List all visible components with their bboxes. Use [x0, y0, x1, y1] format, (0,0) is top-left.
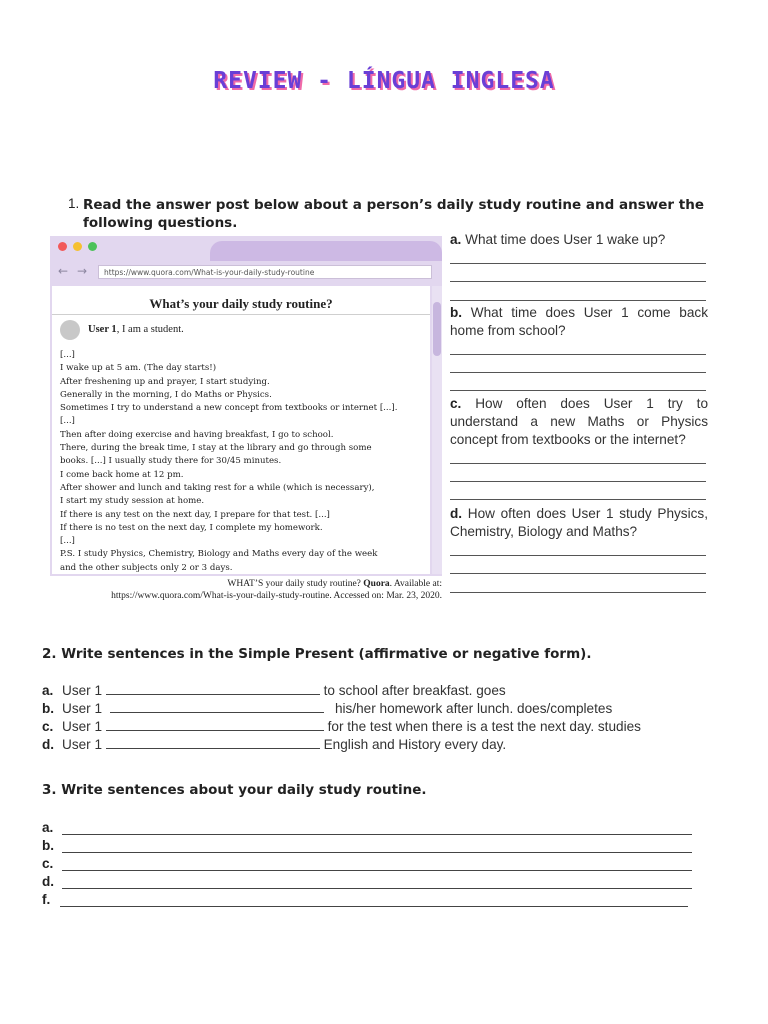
exercise-row: c. User 1 for the test when there is a test the next day. studies [42, 719, 641, 734]
browser-tab [210, 241, 442, 261]
answer-line[interactable] [62, 888, 692, 889]
answer-letter: d. [42, 874, 55, 889]
url-bar: https://www.quora.com/What-is-your-daily-study-routine [98, 265, 432, 279]
post-line: [...] [60, 416, 75, 427]
forward-arrow-icon: → [77, 264, 88, 278]
answer-line[interactable] [450, 300, 706, 301]
section-3-heading: 3. Write sentences about your daily study routine. [42, 782, 427, 798]
fill-blank[interactable] [106, 736, 320, 749]
answer-line[interactable] [60, 906, 688, 907]
section-2-heading: 2. Write sentences in the Simple Present (affirmative or negative form). [42, 646, 592, 662]
answer-line[interactable] [62, 834, 692, 835]
answer-line[interactable] [450, 499, 706, 500]
answer-line[interactable] [450, 481, 706, 482]
post-line: and the other subjects only 2 or 3 days. [60, 562, 233, 573]
post-line: I wake up at 5 am. (The day starts!) [60, 363, 217, 374]
answer-line[interactable] [450, 354, 706, 355]
answer-line[interactable] [62, 870, 692, 871]
post-line: [...] [60, 536, 75, 547]
post-divider [52, 314, 430, 315]
caption-url: https://www.quora.com/What-is-your-daily-study-routine. Accessed on: Mar. 23, 2020. [111, 591, 442, 601]
question-d: d. How often does User 1 study Physics, Chemistry, Biology and Maths? [450, 506, 708, 539]
back-arrow-icon: ← [58, 264, 69, 278]
post-line: I start my study session at home. [60, 496, 205, 507]
post-body [60, 349, 430, 575]
answer-letter: b. [42, 838, 55, 853]
maximize-dot-icon [88, 242, 97, 251]
fill-blank[interactable] [110, 700, 324, 713]
question-b: b. What time does User 1 come back home from school? [450, 305, 708, 338]
post-line: If there is any test on the next day, I prepare for that test. [...] [60, 509, 330, 520]
post-line: After freshening up and prayer, I start studying. [60, 376, 270, 387]
post-line: Then after doing exercise and having breakfast, I go to school. [60, 429, 334, 440]
answer-line[interactable] [450, 463, 706, 464]
post-line: [...] [60, 350, 75, 360]
question-1-number: 1. [68, 196, 80, 211]
answer-letter: c. [42, 856, 54, 871]
avatar [60, 320, 80, 340]
post-line: P.S. I study Physics, Chemistry, Biology and Maths every day of the week [60, 549, 378, 560]
page-title: REVIEW - LÍNGUA INGLESA [213, 68, 555, 94]
post-line: Sometimes I try to understand a new concept from textbooks or internet [...]. [60, 403, 398, 414]
answer-line[interactable] [450, 372, 706, 373]
author-description: , I am a student. [116, 324, 184, 335]
post-author [88, 324, 184, 335]
answer-line[interactable] [450, 281, 706, 282]
author-name: User 1 [88, 324, 117, 335]
caption-text: WHAT’S your daily study routine? [227, 579, 364, 589]
image-caption [50, 578, 442, 602]
answer-letter: a. [42, 820, 54, 835]
answer-line[interactable] [450, 592, 706, 593]
question-1-text: Read the answer post below about a person’s daily study routine and answer the following questions. [83, 197, 704, 231]
post-line: I come back home at 12 pm. [60, 469, 184, 480]
minimize-dot-icon [73, 242, 82, 251]
answer-line[interactable] [450, 573, 706, 574]
post-line: There, during the break time, I stay at the library and go through some [60, 443, 372, 454]
caption-available: . Available at: [389, 579, 442, 589]
post-line: books. [...] I usually study there for 30/45 minutes. [60, 456, 282, 467]
answer-line[interactable] [450, 263, 706, 264]
fill-blank[interactable] [106, 718, 324, 731]
post-line: After shower and lunch and taking rest for a while (which is necessary), [60, 482, 375, 493]
post-line: If there is no test on the next day, I complete my homework. [60, 522, 323, 533]
scrollbar-thumb [433, 302, 441, 356]
fill-blank[interactable] [106, 682, 320, 695]
answer-letter: f. [42, 892, 51, 907]
caption-source: Quora [363, 579, 390, 589]
question-c: c. How often does User 1 try to understand a new Maths or Physics concept from textbooks or the internet? [450, 396, 709, 447]
post-line: Generally in the morning, I do Maths or Physics. [60, 389, 272, 400]
answer-line[interactable] [62, 852, 692, 853]
close-dot-icon [58, 242, 67, 251]
question-a: a. What time does User 1 wake up? [450, 232, 666, 247]
exercise-row: a. User 1 to school after breakfast. goes [42, 683, 506, 698]
answer-line[interactable] [450, 555, 706, 556]
exercise-row: d. User 1 English and History every day. [42, 737, 507, 752]
exercise-row: b. User 1 his/her homework after lunch. does/completes [42, 701, 613, 716]
answer-line[interactable] [450, 390, 706, 391]
post-title: What’s your daily study routine? [149, 296, 333, 311]
